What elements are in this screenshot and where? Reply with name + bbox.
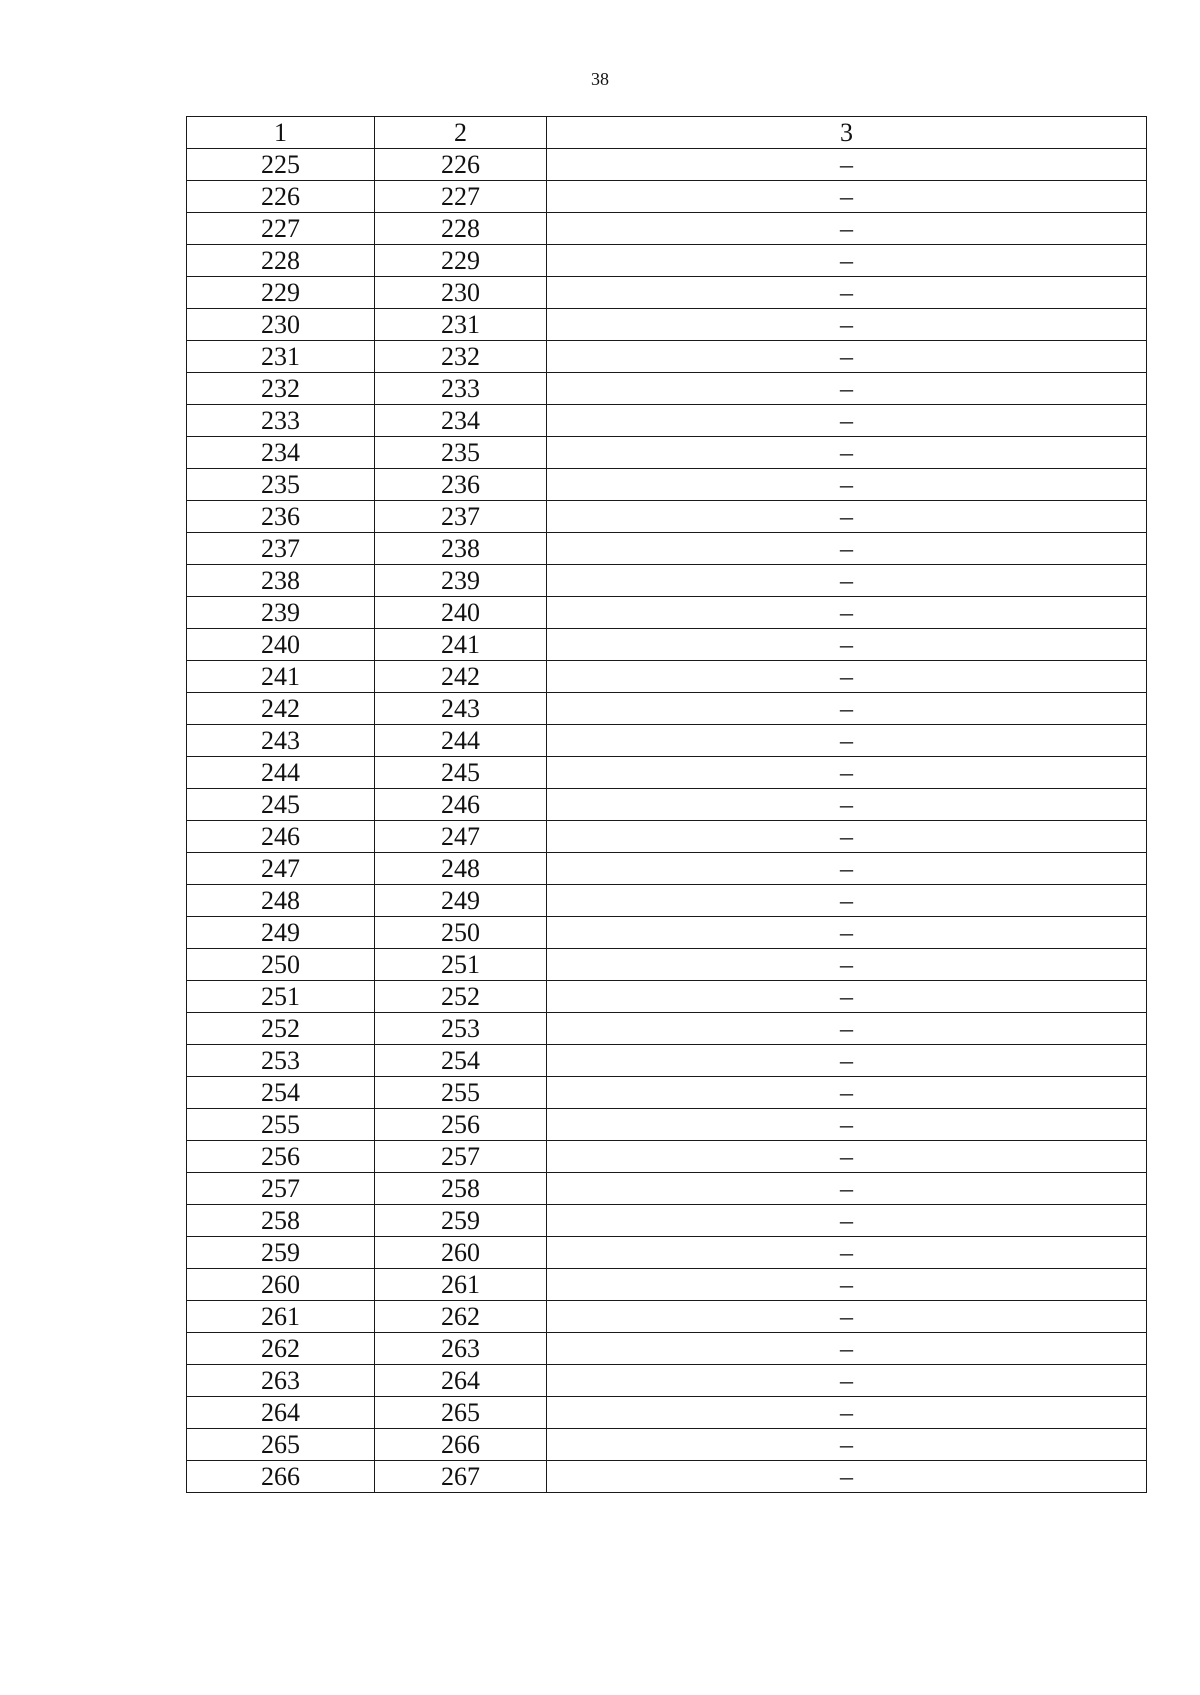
table-cell-col3: – — [547, 693, 1147, 725]
table-cell-col1: 234 — [187, 437, 375, 469]
table-cell-col2: 235 — [375, 437, 547, 469]
table-row — [187, 213, 1147, 245]
table-cell-col2: 248 — [375, 853, 547, 885]
table-row — [187, 693, 1147, 725]
table-cell-col3: – — [547, 213, 1147, 245]
table-cell-col1: 231 — [187, 341, 375, 373]
table-row — [187, 917, 1147, 949]
table-cell-col3: – — [547, 277, 1147, 309]
table-header-row — [187, 117, 1147, 149]
table-cell-col1: 248 — [187, 885, 375, 917]
table-cell-col1: 251 — [187, 981, 375, 1013]
table-row — [187, 1045, 1147, 1077]
table-cell-col2: 246 — [375, 789, 547, 821]
table-row — [187, 149, 1147, 181]
table-row — [187, 1461, 1147, 1493]
table-cell-col1: 237 — [187, 533, 375, 565]
table-cell-col3: – — [547, 565, 1147, 597]
table-cell-col2: 262 — [375, 1301, 547, 1333]
table-cell-col3: – — [547, 341, 1147, 373]
table-cell-col1: 241 — [187, 661, 375, 693]
table-row — [187, 661, 1147, 693]
table-cell-col3: – — [547, 821, 1147, 853]
table-cell-col2: 237 — [375, 501, 547, 533]
table-cell-col2: 245 — [375, 757, 547, 789]
table-cell-col3: – — [547, 661, 1147, 693]
table-row — [187, 309, 1147, 341]
table-row — [187, 949, 1147, 981]
table-cell-col1: 259 — [187, 1237, 375, 1269]
table-cell-col2: 253 — [375, 1013, 547, 1045]
table-cell-col1: 250 — [187, 949, 375, 981]
table-cell-col1: 263 — [187, 1365, 375, 1397]
table-row — [187, 437, 1147, 469]
data-table — [186, 116, 1147, 1493]
table-body — [187, 149, 1147, 1493]
table-cell-col3: – — [547, 1173, 1147, 1205]
table-cell-col3: – — [547, 597, 1147, 629]
table-cell-col2: 258 — [375, 1173, 547, 1205]
table-row — [187, 789, 1147, 821]
table-cell-col3: – — [547, 373, 1147, 405]
table-cell-col2: 261 — [375, 1269, 547, 1301]
table-cell-col1: 262 — [187, 1333, 375, 1365]
table-cell-col1: 239 — [187, 597, 375, 629]
table-cell-col2: 265 — [375, 1397, 547, 1429]
table-cell-col3: – — [547, 405, 1147, 437]
table-cell-col3: – — [547, 469, 1147, 501]
table-row — [187, 1109, 1147, 1141]
table-cell-col2: 264 — [375, 1365, 547, 1397]
table-cell-col1: 255 — [187, 1109, 375, 1141]
table-cell-col1: 235 — [187, 469, 375, 501]
table-cell-col3: – — [547, 501, 1147, 533]
table-cell-col1: 246 — [187, 821, 375, 853]
table-cell-col1: 233 — [187, 405, 375, 437]
table-cell-col3: – — [547, 757, 1147, 789]
table-row — [187, 1173, 1147, 1205]
table-cell-col1: 225 — [187, 149, 375, 181]
data-table-container — [186, 116, 1146, 1493]
table-row — [187, 245, 1147, 277]
table-cell-col3: – — [547, 1013, 1147, 1045]
table-row — [187, 981, 1147, 1013]
table-cell-col3: – — [547, 1045, 1147, 1077]
table-cell-col3: – — [547, 1397, 1147, 1429]
table-cell-col2: 236 — [375, 469, 547, 501]
table-cell-col3: – — [547, 1365, 1147, 1397]
table-cell-col1: 257 — [187, 1173, 375, 1205]
table-cell-col2: 240 — [375, 597, 547, 629]
table-cell-col3: – — [547, 1237, 1147, 1269]
table-cell-col3: – — [547, 437, 1147, 469]
table-cell-col2: 255 — [375, 1077, 547, 1109]
table-row — [187, 1365, 1147, 1397]
table-row — [187, 277, 1147, 309]
table-cell-col1: 247 — [187, 853, 375, 885]
table-cell-col2: 243 — [375, 693, 547, 725]
table-cell-col2: 257 — [375, 1141, 547, 1173]
table-row — [187, 1205, 1147, 1237]
table-cell-col1: 242 — [187, 693, 375, 725]
table-cell-col3: – — [547, 885, 1147, 917]
table-cell-col1: 261 — [187, 1301, 375, 1333]
table-cell-col3: – — [547, 917, 1147, 949]
table-cell-col2: 247 — [375, 821, 547, 853]
column-header-2: 2 — [375, 117, 547, 149]
table-row — [187, 1333, 1147, 1365]
table-cell-col2: 238 — [375, 533, 547, 565]
table-cell-col1: 243 — [187, 725, 375, 757]
table-row — [187, 821, 1147, 853]
table-cell-col3: – — [547, 789, 1147, 821]
table-cell-col2: 267 — [375, 1461, 547, 1493]
table-cell-col2: 239 — [375, 565, 547, 597]
table-cell-col2: 228 — [375, 213, 547, 245]
table-cell-col2: 226 — [375, 149, 547, 181]
table-row — [187, 1141, 1147, 1173]
table-row — [187, 1077, 1147, 1109]
table-cell-col1: 258 — [187, 1205, 375, 1237]
table-cell-col1: 240 — [187, 629, 375, 661]
table-cell-col2: 229 — [375, 245, 547, 277]
column-header-1: 1 — [187, 117, 375, 149]
table-cell-col2: 241 — [375, 629, 547, 661]
table-cell-col3: – — [547, 725, 1147, 757]
table-cell-col2: 256 — [375, 1109, 547, 1141]
table-cell-col3: – — [547, 309, 1147, 341]
table-cell-col2: 242 — [375, 661, 547, 693]
table-cell-col3: – — [547, 1333, 1147, 1365]
table-cell-col2: 227 — [375, 181, 547, 213]
table-row — [187, 1397, 1147, 1429]
table-row — [187, 597, 1147, 629]
table-cell-col1: 256 — [187, 1141, 375, 1173]
table-row — [187, 1429, 1147, 1461]
table-cell-col1: 260 — [187, 1269, 375, 1301]
table-row — [187, 885, 1147, 917]
table-cell-col1: 252 — [187, 1013, 375, 1045]
table-row — [187, 181, 1147, 213]
table-row — [187, 405, 1147, 437]
table-row — [187, 757, 1147, 789]
table-cell-col1: 254 — [187, 1077, 375, 1109]
table-cell-col2: 233 — [375, 373, 547, 405]
table-cell-col3: – — [547, 853, 1147, 885]
table-cell-col3: – — [547, 1109, 1147, 1141]
table-cell-col2: 249 — [375, 885, 547, 917]
table-cell-col2: 266 — [375, 1429, 547, 1461]
table-cell-col3: – — [547, 1269, 1147, 1301]
table-cell-col1: 230 — [187, 309, 375, 341]
table-row — [187, 1269, 1147, 1301]
table-cell-col3: – — [547, 981, 1147, 1013]
table-row — [187, 1301, 1147, 1333]
table-cell-col1: 264 — [187, 1397, 375, 1429]
table-cell-col3: – — [547, 949, 1147, 981]
table-cell-col2: 254 — [375, 1045, 547, 1077]
table-cell-col1: 227 — [187, 213, 375, 245]
table-cell-col3: – — [547, 1301, 1147, 1333]
table-cell-col1: 236 — [187, 501, 375, 533]
table-row — [187, 565, 1147, 597]
table-cell-col3: – — [547, 245, 1147, 277]
table-cell-col2: 230 — [375, 277, 547, 309]
table-cell-col1: 244 — [187, 757, 375, 789]
table-cell-col3: – — [547, 181, 1147, 213]
page-number: 38 — [591, 69, 609, 89]
table-cell-col3: – — [547, 629, 1147, 661]
table-cell-col3: – — [547, 533, 1147, 565]
table-cell-col1: 226 — [187, 181, 375, 213]
table-row — [187, 629, 1147, 661]
table-cell-col3: – — [547, 1461, 1147, 1493]
table-row — [187, 341, 1147, 373]
table-cell-col2: 251 — [375, 949, 547, 981]
table-row — [187, 501, 1147, 533]
table-row — [187, 1237, 1147, 1269]
table-cell-col2: 232 — [375, 341, 547, 373]
table-cell-col2: 234 — [375, 405, 547, 437]
table-row — [187, 1013, 1147, 1045]
table-cell-col3: – — [547, 1077, 1147, 1109]
table-cell-col1: 265 — [187, 1429, 375, 1461]
table-cell-col2: 263 — [375, 1333, 547, 1365]
table-cell-col1: 232 — [187, 373, 375, 405]
table-cell-col2: 259 — [375, 1205, 547, 1237]
table-cell-col1: 245 — [187, 789, 375, 821]
table-cell-col2: 260 — [375, 1237, 547, 1269]
table-row — [187, 533, 1147, 565]
column-header-3: 3 — [547, 117, 1147, 149]
table-cell-col2: 231 — [375, 309, 547, 341]
table-cell-col3: – — [547, 149, 1147, 181]
table-cell-col2: 250 — [375, 917, 547, 949]
table-cell-col1: 266 — [187, 1461, 375, 1493]
table-cell-col1: 238 — [187, 565, 375, 597]
table-row — [187, 373, 1147, 405]
table-cell-col1: 249 — [187, 917, 375, 949]
table-cell-col3: – — [547, 1205, 1147, 1237]
table-cell-col1: 229 — [187, 277, 375, 309]
table-cell-col3: – — [547, 1429, 1147, 1461]
table-cell-col1: 253 — [187, 1045, 375, 1077]
table-row — [187, 725, 1147, 757]
table-row — [187, 469, 1147, 501]
table-cell-col3: – — [547, 1141, 1147, 1173]
table-cell-col2: 244 — [375, 725, 547, 757]
table-cell-col1: 228 — [187, 245, 375, 277]
table-cell-col2: 252 — [375, 981, 547, 1013]
table-row — [187, 853, 1147, 885]
